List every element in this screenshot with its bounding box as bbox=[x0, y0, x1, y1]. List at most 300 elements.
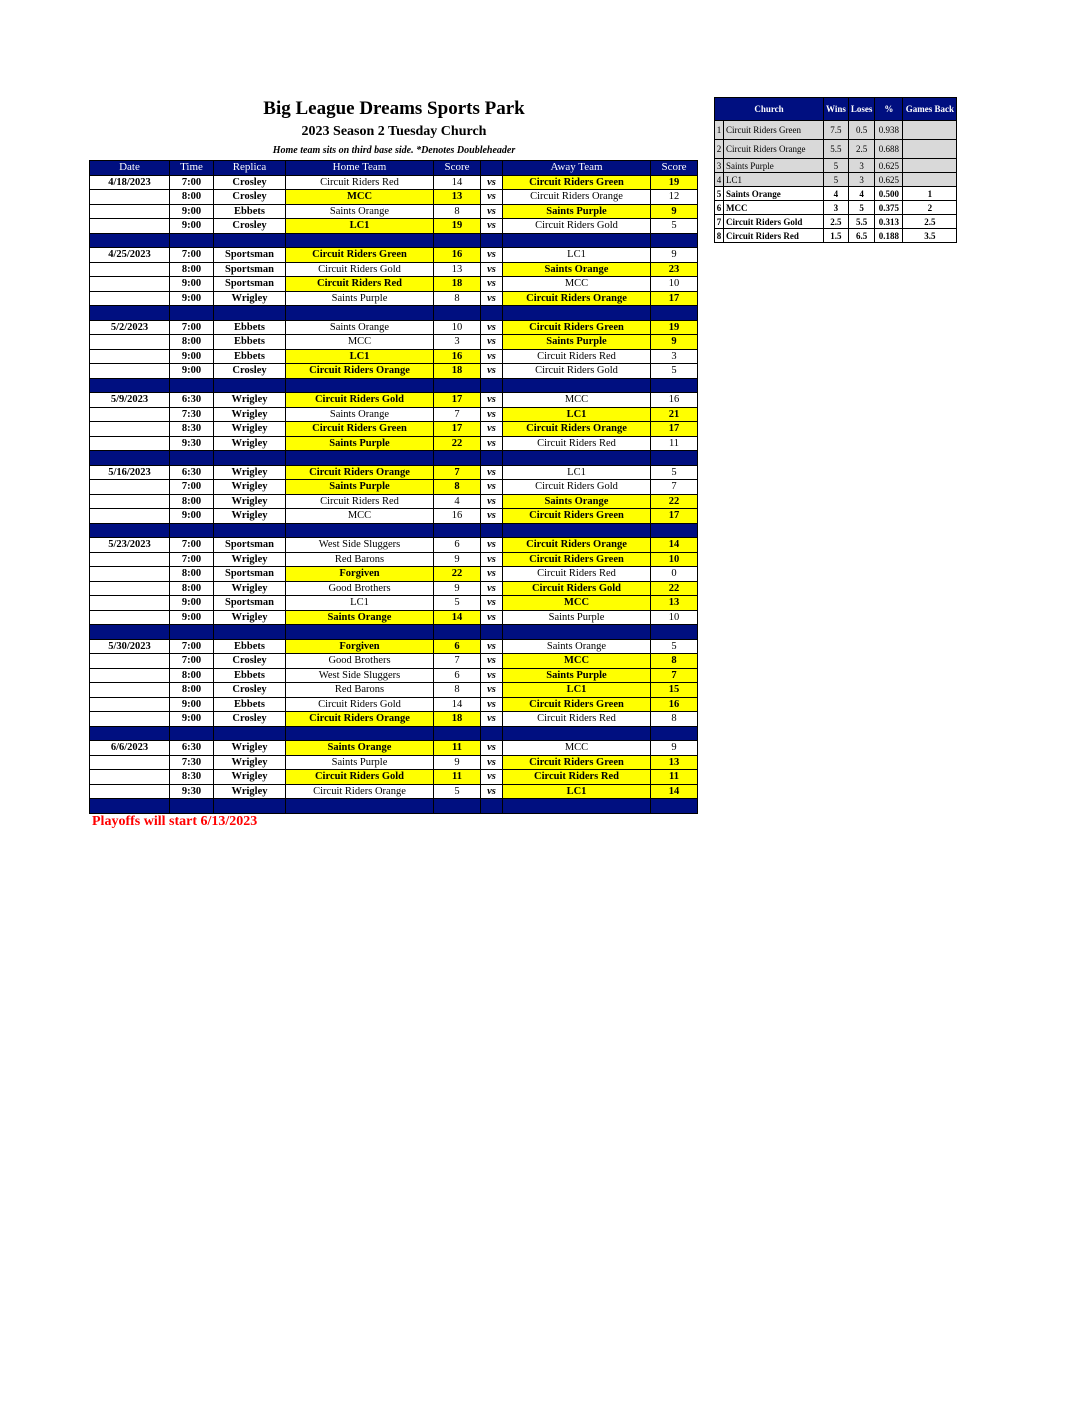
game-date bbox=[90, 335, 170, 350]
home-team: Red Barons bbox=[286, 683, 434, 698]
standing-wins: 4 bbox=[824, 187, 849, 201]
game-field: Sportsman bbox=[214, 262, 286, 277]
away-team: Circuit Riders Orange bbox=[503, 422, 651, 437]
home-team: Circuit Riders Red bbox=[286, 494, 434, 509]
separator-cell bbox=[170, 726, 214, 741]
away-team: Circuit Riders Red bbox=[503, 712, 651, 727]
game-row bbox=[90, 204, 698, 219]
game-row bbox=[90, 683, 698, 698]
week-separator-row bbox=[90, 378, 698, 393]
vs-label: vs bbox=[481, 190, 503, 205]
game-time: 9:00 bbox=[170, 509, 214, 524]
separator-cell bbox=[503, 451, 651, 466]
game-time: 9:00 bbox=[170, 697, 214, 712]
standing-team: MCC bbox=[724, 201, 824, 215]
game-field: Wrigley bbox=[214, 422, 286, 437]
separator-cell bbox=[503, 306, 651, 321]
home-team: Red Barons bbox=[286, 552, 434, 567]
away-score: 22 bbox=[651, 494, 698, 509]
home-score: 4 bbox=[434, 494, 481, 509]
standing-rank: 8 bbox=[715, 229, 724, 243]
away-score: 14 bbox=[651, 784, 698, 799]
away-score: 8 bbox=[651, 712, 698, 727]
game-field: Wrigley bbox=[214, 480, 286, 495]
game-field: Ebbets bbox=[214, 697, 286, 712]
separator-cell bbox=[90, 799, 170, 814]
game-date: 5/16/2023 bbox=[90, 465, 170, 480]
away-team: Saints Purple bbox=[503, 668, 651, 683]
game-date: 6/6/2023 bbox=[90, 741, 170, 756]
away-team: Saints Orange bbox=[503, 262, 651, 277]
separator-cell bbox=[503, 523, 651, 538]
away-team: LC1 bbox=[503, 407, 651, 422]
game-row bbox=[90, 349, 698, 364]
vs-label: vs bbox=[481, 610, 503, 625]
home-team: Circuit Riders Red bbox=[286, 175, 434, 190]
away-team: MCC bbox=[503, 741, 651, 756]
away-team: Circuit Riders Red bbox=[503, 567, 651, 582]
vs-label: vs bbox=[481, 741, 503, 756]
game-field: Sportsman bbox=[214, 538, 286, 553]
away-score: 21 bbox=[651, 407, 698, 422]
standing-team: Circuit Riders Red bbox=[724, 229, 824, 243]
home-score: 14 bbox=[434, 610, 481, 625]
standing-team: Saints Orange bbox=[724, 187, 824, 201]
schedule-note: Home team sits on third base side. *Denotes Doubleheader bbox=[272, 145, 516, 156]
home-team: MCC bbox=[286, 335, 434, 350]
col-header-time: Time bbox=[170, 161, 214, 176]
game-row bbox=[90, 509, 698, 524]
away-team: Circuit Riders Green bbox=[503, 697, 651, 712]
week-separator-row bbox=[90, 306, 698, 321]
game-field: Sportsman bbox=[214, 596, 286, 611]
game-row bbox=[90, 190, 698, 205]
home-team: Good Brothers bbox=[286, 581, 434, 596]
standings-header-games-back: Games Back bbox=[903, 98, 957, 121]
game-field: Crosley bbox=[214, 683, 286, 698]
standing-pct: 0.688 bbox=[875, 140, 903, 159]
separator-cell bbox=[481, 451, 503, 466]
col-header-date: Date bbox=[90, 161, 170, 176]
game-row bbox=[90, 668, 698, 683]
game-date bbox=[90, 770, 170, 785]
home-team: Circuit Riders Red bbox=[286, 277, 434, 292]
away-score: 10 bbox=[651, 610, 698, 625]
home-team: Forgiven bbox=[286, 567, 434, 582]
standings-row bbox=[715, 201, 957, 215]
game-date bbox=[90, 436, 170, 451]
standings-header-row bbox=[715, 98, 957, 121]
away-team: Circuit Riders Green bbox=[503, 175, 651, 190]
game-date: 4/25/2023 bbox=[90, 248, 170, 263]
standings-header-pct: % bbox=[875, 98, 903, 121]
home-score: 19 bbox=[434, 219, 481, 234]
game-time: 7:30 bbox=[170, 755, 214, 770]
vs-label: vs bbox=[481, 393, 503, 408]
game-date: 5/2/2023 bbox=[90, 320, 170, 335]
separator-cell bbox=[481, 378, 503, 393]
home-score: 16 bbox=[434, 349, 481, 364]
home-score: 17 bbox=[434, 393, 481, 408]
week-separator-row bbox=[90, 233, 698, 248]
game-field: Ebbets bbox=[214, 668, 286, 683]
home-team: West Side Sluggers bbox=[286, 538, 434, 553]
game-time: 8:00 bbox=[170, 567, 214, 582]
home-score: 5 bbox=[434, 596, 481, 611]
game-time: 6:30 bbox=[170, 393, 214, 408]
away-team: Circuit Riders Orange bbox=[503, 291, 651, 306]
vs-label: vs bbox=[481, 581, 503, 596]
game-field: Ebbets bbox=[214, 320, 286, 335]
game-field: Ebbets bbox=[214, 204, 286, 219]
game-row bbox=[90, 335, 698, 350]
game-time: 7:00 bbox=[170, 320, 214, 335]
separator-cell bbox=[286, 625, 434, 640]
standing-rank: 6 bbox=[715, 201, 724, 215]
game-row bbox=[90, 465, 698, 480]
separator-cell bbox=[170, 799, 214, 814]
home-team: Saints Orange bbox=[286, 741, 434, 756]
game-field: Wrigley bbox=[214, 393, 286, 408]
game-time: 7:00 bbox=[170, 248, 214, 263]
standing-rank: 2 bbox=[715, 140, 724, 159]
standing-pct: 0.625 bbox=[875, 159, 903, 173]
home-score: 22 bbox=[434, 567, 481, 582]
standing-loses: 6.5 bbox=[848, 229, 875, 243]
home-score: 3 bbox=[434, 335, 481, 350]
away-score: 15 bbox=[651, 683, 698, 698]
game-date bbox=[90, 610, 170, 625]
game-time: 7:00 bbox=[170, 639, 214, 654]
game-date bbox=[90, 509, 170, 524]
week-separator-row bbox=[90, 799, 698, 814]
game-row bbox=[90, 262, 698, 277]
game-row bbox=[90, 639, 698, 654]
home-score: 8 bbox=[434, 480, 481, 495]
standing-games-back bbox=[903, 159, 957, 173]
home-team: West Side Sluggers bbox=[286, 668, 434, 683]
game-time: 9:00 bbox=[170, 610, 214, 625]
game-time: 7:00 bbox=[170, 480, 214, 495]
separator-cell bbox=[90, 523, 170, 538]
vs-label: vs bbox=[481, 364, 503, 379]
col-header-vs bbox=[481, 161, 503, 176]
away-team: Circuit Riders Orange bbox=[503, 538, 651, 553]
standing-wins: 1.5 bbox=[824, 229, 849, 243]
game-field: Wrigley bbox=[214, 581, 286, 596]
home-team: Circuit Riders Orange bbox=[286, 712, 434, 727]
separator-cell bbox=[170, 378, 214, 393]
separator-cell bbox=[434, 625, 481, 640]
away-team: Circuit Riders Green bbox=[503, 755, 651, 770]
game-field: Wrigley bbox=[214, 610, 286, 625]
separator-cell bbox=[651, 306, 698, 321]
separator-cell bbox=[286, 233, 434, 248]
game-time: 9:00 bbox=[170, 349, 214, 364]
game-field: Wrigley bbox=[214, 509, 286, 524]
away-score: 14 bbox=[651, 538, 698, 553]
vs-label: vs bbox=[481, 770, 503, 785]
home-score: 16 bbox=[434, 248, 481, 263]
home-team: Saints Orange bbox=[286, 610, 434, 625]
away-score: 12 bbox=[651, 190, 698, 205]
game-field: Wrigley bbox=[214, 755, 286, 770]
away-score: 23 bbox=[651, 262, 698, 277]
vs-label: vs bbox=[481, 262, 503, 277]
away-team: Circuit Riders Gold bbox=[503, 364, 651, 379]
week-separator-row bbox=[90, 451, 698, 466]
standing-team: Saints Purple bbox=[724, 159, 824, 173]
game-time: 8:00 bbox=[170, 581, 214, 596]
game-time: 9:00 bbox=[170, 204, 214, 219]
game-time: 9:00 bbox=[170, 277, 214, 292]
game-date bbox=[90, 262, 170, 277]
separator-cell bbox=[286, 306, 434, 321]
game-field: Crosley bbox=[214, 190, 286, 205]
separator-cell bbox=[651, 625, 698, 640]
week-separator-row bbox=[90, 523, 698, 538]
schedule-body bbox=[90, 175, 698, 813]
game-field: Sportsman bbox=[214, 248, 286, 263]
game-date bbox=[90, 654, 170, 669]
game-row bbox=[90, 393, 698, 408]
home-score: 9 bbox=[434, 552, 481, 567]
away-team: Circuit Riders Green bbox=[503, 320, 651, 335]
game-time: 7:00 bbox=[170, 552, 214, 567]
vs-label: vs bbox=[481, 654, 503, 669]
game-time: 8:00 bbox=[170, 668, 214, 683]
away-score: 19 bbox=[651, 320, 698, 335]
game-row bbox=[90, 364, 698, 379]
game-row bbox=[90, 697, 698, 712]
home-team: Saints Orange bbox=[286, 407, 434, 422]
vs-label: vs bbox=[481, 320, 503, 335]
game-date bbox=[90, 219, 170, 234]
vs-label: vs bbox=[481, 712, 503, 727]
vs-label: vs bbox=[481, 291, 503, 306]
vs-label: vs bbox=[481, 494, 503, 509]
home-score: 5 bbox=[434, 784, 481, 799]
separator-cell bbox=[214, 523, 286, 538]
game-time: 9:30 bbox=[170, 784, 214, 799]
game-field: Ebbets bbox=[214, 335, 286, 350]
game-field: Crosley bbox=[214, 219, 286, 234]
away-score: 16 bbox=[651, 393, 698, 408]
game-row bbox=[90, 654, 698, 669]
home-score: 17 bbox=[434, 422, 481, 437]
home-team: LC1 bbox=[286, 349, 434, 364]
away-score: 13 bbox=[651, 755, 698, 770]
standings-header-loses: Loses bbox=[848, 98, 875, 121]
home-team: Circuit Riders Orange bbox=[286, 784, 434, 799]
col-header-away-team: Away Team bbox=[503, 161, 651, 176]
separator-cell bbox=[286, 799, 434, 814]
separator-cell bbox=[651, 451, 698, 466]
home-team: Saints Purple bbox=[286, 436, 434, 451]
game-field: Wrigley bbox=[214, 552, 286, 567]
game-date bbox=[90, 480, 170, 495]
away-score: 19 bbox=[651, 175, 698, 190]
away-score: 11 bbox=[651, 770, 698, 785]
away-team: Saints Purple bbox=[503, 610, 651, 625]
page-subtitle: 2023 Season 2 Tuesday Church bbox=[301, 124, 487, 139]
game-field: Wrigley bbox=[214, 784, 286, 799]
game-date bbox=[90, 755, 170, 770]
home-score: 18 bbox=[434, 364, 481, 379]
week-separator-row bbox=[90, 726, 698, 741]
standings-row bbox=[715, 121, 957, 140]
vs-label: vs bbox=[481, 175, 503, 190]
game-date bbox=[90, 349, 170, 364]
away-team: LC1 bbox=[503, 683, 651, 698]
separator-cell bbox=[286, 451, 434, 466]
away-score: 17 bbox=[651, 422, 698, 437]
game-field: Wrigley bbox=[214, 770, 286, 785]
game-field: Wrigley bbox=[214, 465, 286, 480]
away-score: 22 bbox=[651, 581, 698, 596]
separator-cell bbox=[434, 799, 481, 814]
game-time: 9:00 bbox=[170, 712, 214, 727]
home-team: Saints Purple bbox=[286, 291, 434, 306]
standings-header-church: Church bbox=[715, 98, 824, 121]
game-row bbox=[90, 596, 698, 611]
separator-cell bbox=[214, 306, 286, 321]
vs-label: vs bbox=[481, 480, 503, 495]
standing-loses: 4 bbox=[848, 187, 875, 201]
home-team: Circuit Riders Green bbox=[286, 248, 434, 263]
separator-cell bbox=[90, 451, 170, 466]
home-team: LC1 bbox=[286, 596, 434, 611]
away-score: 10 bbox=[651, 277, 698, 292]
standing-loses: 3 bbox=[848, 159, 875, 173]
away-score: 9 bbox=[651, 248, 698, 263]
away-team: Circuit Riders Red bbox=[503, 436, 651, 451]
separator-cell bbox=[651, 523, 698, 538]
standing-loses: 5 bbox=[848, 201, 875, 215]
game-time: 8:30 bbox=[170, 770, 214, 785]
game-row bbox=[90, 422, 698, 437]
home-score: 7 bbox=[434, 654, 481, 669]
vs-label: vs bbox=[481, 422, 503, 437]
game-time: 9:00 bbox=[170, 219, 214, 234]
standing-games-back: 3.5 bbox=[903, 229, 957, 243]
game-time: 8:00 bbox=[170, 335, 214, 350]
home-score: 7 bbox=[434, 407, 481, 422]
game-date bbox=[90, 567, 170, 582]
away-team: Circuit Riders Gold bbox=[503, 219, 651, 234]
away-team: Saints Purple bbox=[503, 204, 651, 219]
standing-team: Circuit Riders Green bbox=[724, 121, 824, 140]
away-score: 5 bbox=[651, 219, 698, 234]
game-date bbox=[90, 712, 170, 727]
schedule-header-row bbox=[90, 161, 698, 176]
page-title: Big League Dreams Sports Park bbox=[263, 98, 525, 119]
standing-rank: 1 bbox=[715, 121, 724, 140]
away-score: 5 bbox=[651, 465, 698, 480]
home-team: Saints Purple bbox=[286, 755, 434, 770]
standing-wins: 5 bbox=[824, 173, 849, 187]
away-team: MCC bbox=[503, 277, 651, 292]
separator-cell bbox=[286, 726, 434, 741]
standing-team: Circuit Riders Gold bbox=[724, 215, 824, 229]
game-time: 8:30 bbox=[170, 422, 214, 437]
vs-label: vs bbox=[481, 639, 503, 654]
game-date bbox=[90, 552, 170, 567]
separator-cell bbox=[170, 625, 214, 640]
home-score: 7 bbox=[434, 465, 481, 480]
standing-rank: 5 bbox=[715, 187, 724, 201]
standing-games-back bbox=[903, 173, 957, 187]
separator-cell bbox=[170, 306, 214, 321]
standings-body bbox=[715, 121, 957, 243]
game-row bbox=[90, 741, 698, 756]
home-score: 14 bbox=[434, 697, 481, 712]
game-time: 7:30 bbox=[170, 407, 214, 422]
away-score: 5 bbox=[651, 364, 698, 379]
game-field: Crosley bbox=[214, 175, 286, 190]
away-team: Saints Orange bbox=[503, 494, 651, 509]
separator-cell bbox=[90, 726, 170, 741]
separator-cell bbox=[434, 378, 481, 393]
separator-cell bbox=[503, 378, 651, 393]
separator-cell bbox=[503, 233, 651, 248]
vs-label: vs bbox=[481, 465, 503, 480]
game-date: 4/18/2023 bbox=[90, 175, 170, 190]
vs-label: vs bbox=[481, 697, 503, 712]
game-row bbox=[90, 248, 698, 263]
home-team: Circuit Riders Gold bbox=[286, 262, 434, 277]
separator-cell bbox=[503, 625, 651, 640]
home-team: Circuit Riders Orange bbox=[286, 465, 434, 480]
separator-cell bbox=[481, 726, 503, 741]
home-score: 13 bbox=[434, 190, 481, 205]
standing-rank: 3 bbox=[715, 159, 724, 173]
standing-loses: 3 bbox=[848, 173, 875, 187]
game-field: Wrigley bbox=[214, 741, 286, 756]
separator-cell bbox=[90, 625, 170, 640]
separator-cell bbox=[90, 306, 170, 321]
separator-cell bbox=[90, 233, 170, 248]
home-team: Saints Orange bbox=[286, 320, 434, 335]
separator-cell bbox=[651, 799, 698, 814]
home-score: 10 bbox=[434, 320, 481, 335]
away-score: 7 bbox=[651, 668, 698, 683]
home-score: 13 bbox=[434, 262, 481, 277]
standing-pct: 0.375 bbox=[875, 201, 903, 215]
home-team: MCC bbox=[286, 190, 434, 205]
standing-pct: 0.625 bbox=[875, 173, 903, 187]
separator-cell bbox=[214, 233, 286, 248]
home-team: Saints Purple bbox=[286, 480, 434, 495]
away-team: Circuit Riders Green bbox=[503, 509, 651, 524]
vs-label: vs bbox=[481, 204, 503, 219]
away-score: 0 bbox=[651, 567, 698, 582]
vs-label: vs bbox=[481, 349, 503, 364]
vs-label: vs bbox=[481, 248, 503, 263]
game-time: 8:00 bbox=[170, 262, 214, 277]
away-team: Circuit Riders Orange bbox=[503, 190, 651, 205]
game-time: 8:00 bbox=[170, 683, 214, 698]
game-row bbox=[90, 610, 698, 625]
separator-cell bbox=[286, 523, 434, 538]
game-row bbox=[90, 494, 698, 509]
home-score: 8 bbox=[434, 291, 481, 306]
away-score: 17 bbox=[651, 509, 698, 524]
home-team: MCC bbox=[286, 509, 434, 524]
game-time: 7:00 bbox=[170, 538, 214, 553]
game-date bbox=[90, 291, 170, 306]
game-row bbox=[90, 291, 698, 306]
